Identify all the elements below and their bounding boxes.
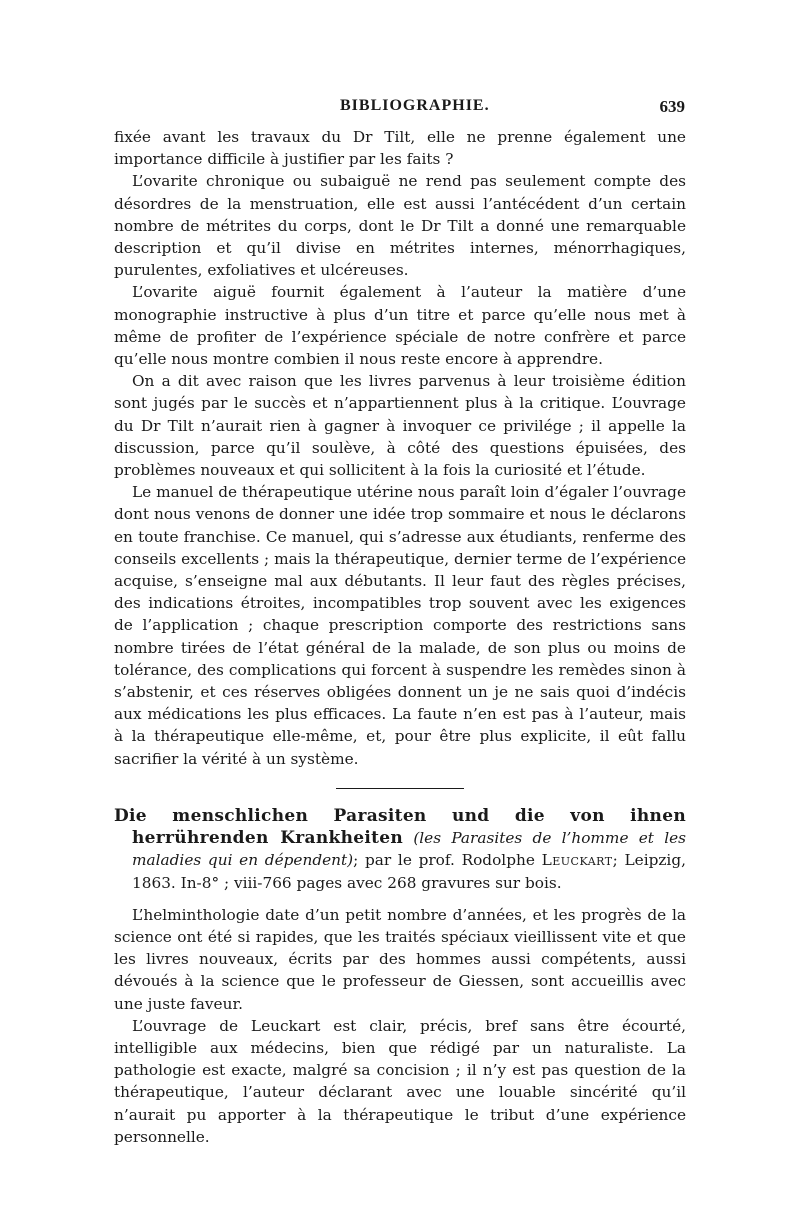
paragraph-ovarite-aigue: L’ovarite aiguë fournit également à l’auteur la matière d’une monographie instructive à plus d’un titre et parce qu’elle nous met à même de profiter de l’expérience spéciale de notre confrère et parce qu’elle nous montre combien il nous reste encore à apprendre.: [114, 283, 686, 369]
entry-french-title: (les Parasites de l’homme et les maladies qui en dépendent): [132, 829, 686, 870]
paragraph-helminthologie: L’helminthologie date d’un petit nombre d’années, et les progrès de la science ont été si rapides, que les traités spéciaux vieillissent vite et que les livres nouveaux, écrits par des hommes aussi compétents, aussi dévoués à la science que le professeur de Giessen, sont accueillis avec une juste faveur.: [114, 905, 686, 1013]
bibliography-entry: [114, 805, 686, 894]
section-divider: [336, 788, 464, 789]
paragraph-manuel-therapeutique: Le manuel de thérapeutique utérine nous paraît loin d’égaler l’ouvrage dont nous venons de donner une idée trop sommaire et nous le déclarons en toute franchise. Ce manuel, qui s’adresse aux étudiants, renferme des conseils excellents ; mais la thérapeutique, dernier terme de l’expérience acquise, s’enseigne mal aux débutants. Il leur faut des règles précises, des indications étroites, incompatibles trop souvent avec les exigences de l’application ; chaque prescription comporte des restrictions sans nombre tirées de l’état général de la malade, de son plus ou moins de tolérance, des complications qui forcent à suspendre les remèdes sinon à s’abstenir, et ces réserves obligées donnent un je ne sais quoi d’indécis aux médications les plus efficaces. La faute n’en est pas à l’auteur, mais à la thérapeutique elle-même, et, pour être plus explicite, il eût fallu sacrifier la vérité à un système.: [114, 483, 686, 768]
paragraph-troisieme-edition: On a dit avec raison que les livres parvenus à leur troisième édition sont jugés par le succès et n’appartiennent plus à la critique. L’ouvrage du Dr Tilt n’aurait rien à gagner à invoquer ce privilége ; il appelle la discussion, parce qu’il soulève, à côté des questions épuisées, des problèmes nouveaux et qui sollicitent à la fois la curiosité et l’étude.: [114, 372, 686, 480]
entry-author: Leuckart: [541, 851, 613, 870]
paragraph-ouvrage-leuckart: L’ouvrage de Leuckart est clair, précis, bref sans être écourté, intelligible aux médecins, bien que rédigé par un naturaliste. La pathologie est exacte, malgré sa concision ; il n’y est pas question de la thérapeutique, l’auteur déclarant avec une louable sincérité qu’il n’aurait pu apporter à la thérapeutique le tribut d’une expérience personnelle.: [114, 1016, 686, 1146]
running-title: BIBLIOGRAPHIE.: [340, 97, 490, 114]
page-header: [115, 97, 685, 121]
page-number: 639: [659, 97, 685, 116]
entry-details: ; Leipzig, 1863. In-8° ; viii-766 pages avec 268 gravures sur bois.: [132, 851, 686, 892]
page-body: [114, 126, 686, 1148]
paragraph-continued: fixée avant les travaux du Dr Tilt, elle ne prenne également une importance difficile à justifier par les faits ?: [114, 128, 686, 169]
entry-by: ; par le prof. Rodolphe: [353, 851, 535, 870]
paragraph-ovarite-chronique: L’ovarite chronique ou subaiguë ne rend pas seulement compte des désordres de la menstruation, elle est aussi l’antécédent d’un certain nombre de métrites du corps, dont le Dr Tilt a donné une remarquable description et qu’il divise en métrites internes, ménorrhagiques, purulentes, exfoliatives et ulcéreuses.: [114, 172, 686, 280]
entry-german-title: Die menschlichen Parasiten und die von ihnen herrührenden Krankheiten: [114, 805, 686, 849]
